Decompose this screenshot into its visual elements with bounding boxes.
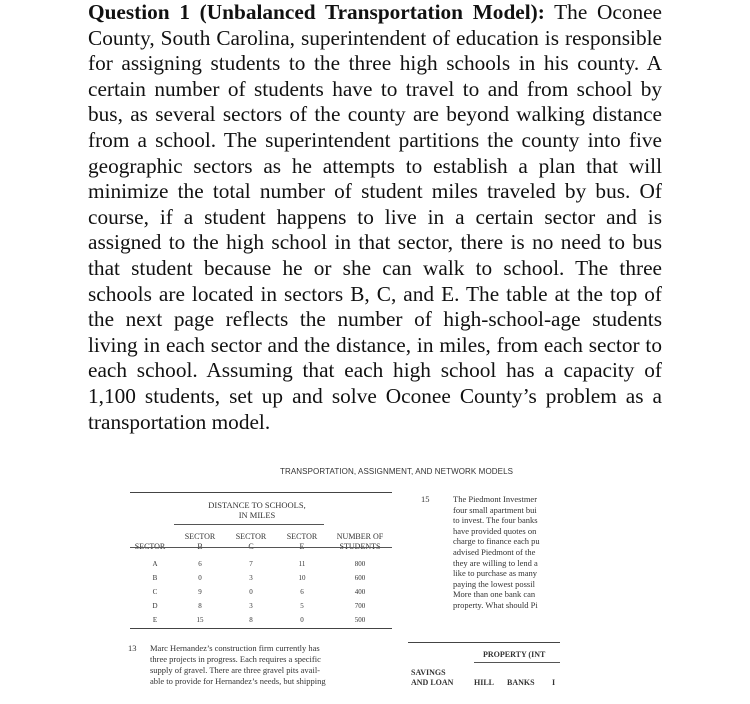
cell-c: 3 (249, 574, 253, 582)
property-table-title: PROPERTY (INT (483, 650, 546, 659)
property-table (408, 640, 560, 704)
cell-students: 400 (354, 588, 366, 596)
question-heading: Question 1 (Unbalanced Transportation Model): (88, 0, 545, 24)
cell-c: 8 (249, 616, 253, 624)
table-caption (192, 501, 322, 520)
problem-15-line: have provided quotes on (453, 525, 537, 536)
problem-13-line: supply of gravel. There are three gravel pits avail- (150, 665, 321, 675)
cell-sector: B (152, 574, 158, 582)
property-table-top-rule (408, 642, 560, 643)
cell-e: 10 (298, 574, 306, 582)
problem-13-line: three projects in progress. Each requires a specific (150, 654, 321, 664)
cell-students: 600 (354, 574, 366, 582)
problem-15-line: More than one bank can (453, 589, 536, 600)
header-sector-e-top: SECTOR (286, 532, 318, 541)
table-bottom-rule (130, 628, 392, 629)
cell-c: 7 (249, 560, 253, 568)
problem-13 (128, 643, 390, 687)
col-savings-top: SAVINGS (411, 668, 446, 677)
col-savings-and-loan (411, 668, 453, 687)
header-sector-c (229, 532, 273, 551)
cell-sector: D (152, 602, 158, 610)
table-top-rule (130, 492, 392, 493)
header-rule (130, 547, 392, 548)
header-sector-c-bottom: C (248, 541, 254, 551)
cell-e: 0 (300, 616, 304, 624)
col-hill: HILL (474, 678, 495, 687)
header-sector-b (178, 532, 222, 551)
cell-c: 3 (249, 602, 253, 610)
problem-15-line: charge to finance each pu (453, 536, 540, 547)
header-sector-b-top: SECTOR (184, 532, 216, 541)
cell-students: 800 (354, 560, 366, 568)
col-banks: BANKS (507, 678, 535, 687)
header-sector-c-top: SECTOR (235, 532, 267, 541)
header-number-top: NUMBER OF (336, 532, 384, 541)
problem-15 (421, 494, 561, 611)
caption-rule (174, 524, 324, 525)
cell-e: 6 (300, 588, 304, 596)
property-table-title-rule (474, 662, 560, 663)
col-savings-bottom: AND LOAN (411, 677, 454, 687)
cell-students: 500 (354, 616, 366, 624)
cell-c: 0 (249, 588, 253, 596)
cell-sector: C (152, 588, 158, 596)
col-i: I (552, 678, 556, 687)
problem-15-line: to invest. The four banks (453, 515, 538, 526)
problem-15-line: advised Piedmont of the (453, 546, 536, 557)
cell-b: 0 (198, 574, 202, 582)
problem-15-line: property. What should Pi (453, 599, 538, 610)
problem-13-line: Marc Hernandez’s construction firm currently has (150, 643, 320, 653)
problem-15-line: like to purchase as many (453, 568, 538, 579)
cell-b: 6 (198, 560, 202, 568)
cell-b: 8 (198, 602, 202, 610)
question-body: The Oconee County, South Carolina, superintendent of education is responsible for assigning students to the three high schools in his county. A certain number of students have to travel to and from school by bus, as several sectors of the county are beyond walking distance from a school. The superintendent partitions the county into five geographic sectors as he attempts to establish a plan that will minimize the total number of student miles traveled by bus. Of course, if a student happens to live in a certain sector and is assigned to the high school in that sector, there is no need to bus that student because he or she can walk to school. The three schools are located in sectors B, C, and E. The table at the top of the next page reflects the number of high-school-age students living in each sector and the distance, in miles, from each sector to each school. Assuming that each high school has a capacity of 1,100 students, set up and solve Oconee County’s problem as a transportation model. (88, 0, 662, 434)
header-sector: SECTOR (134, 542, 166, 551)
cell-b: 15 (196, 616, 204, 624)
cell-students: 700 (354, 602, 366, 610)
problem-15-line: The Piedmont Investmer (453, 494, 538, 504)
header-sector-b-bottom: B (197, 541, 203, 551)
problem-13-number: 13 (128, 643, 137, 653)
cell-b: 9 (198, 588, 202, 596)
table-caption-line2: IN MILES (238, 509, 276, 520)
cell-sector: E (152, 616, 158, 624)
problem-13-line: able to provide for Hernandez’s needs, but shipping (150, 676, 326, 686)
cell-sector: A (152, 560, 158, 568)
cell-e: 5 (300, 602, 304, 610)
problem-15-line: four small apartment bui (453, 504, 537, 515)
header-sector-e-bottom: E (299, 541, 305, 551)
problem-15-number: 15 (421, 494, 430, 504)
cell-e: 11 (298, 560, 306, 568)
header-number-bottom: STUDENTS (339, 541, 381, 551)
table-caption-line1: DISTANCE TO SCHOOLS, (208, 500, 306, 510)
problem-15-line: they are willing to lend a (453, 557, 538, 568)
header-sector-e (280, 532, 324, 551)
running-head: TRANSPORTATION, ASSIGNMENT, AND NETWORK MODELS (280, 467, 514, 476)
header-number-of-students (328, 532, 392, 551)
problem-15-line: paying the lowest possil (453, 578, 535, 589)
question-paragraph (88, 0, 662, 435)
